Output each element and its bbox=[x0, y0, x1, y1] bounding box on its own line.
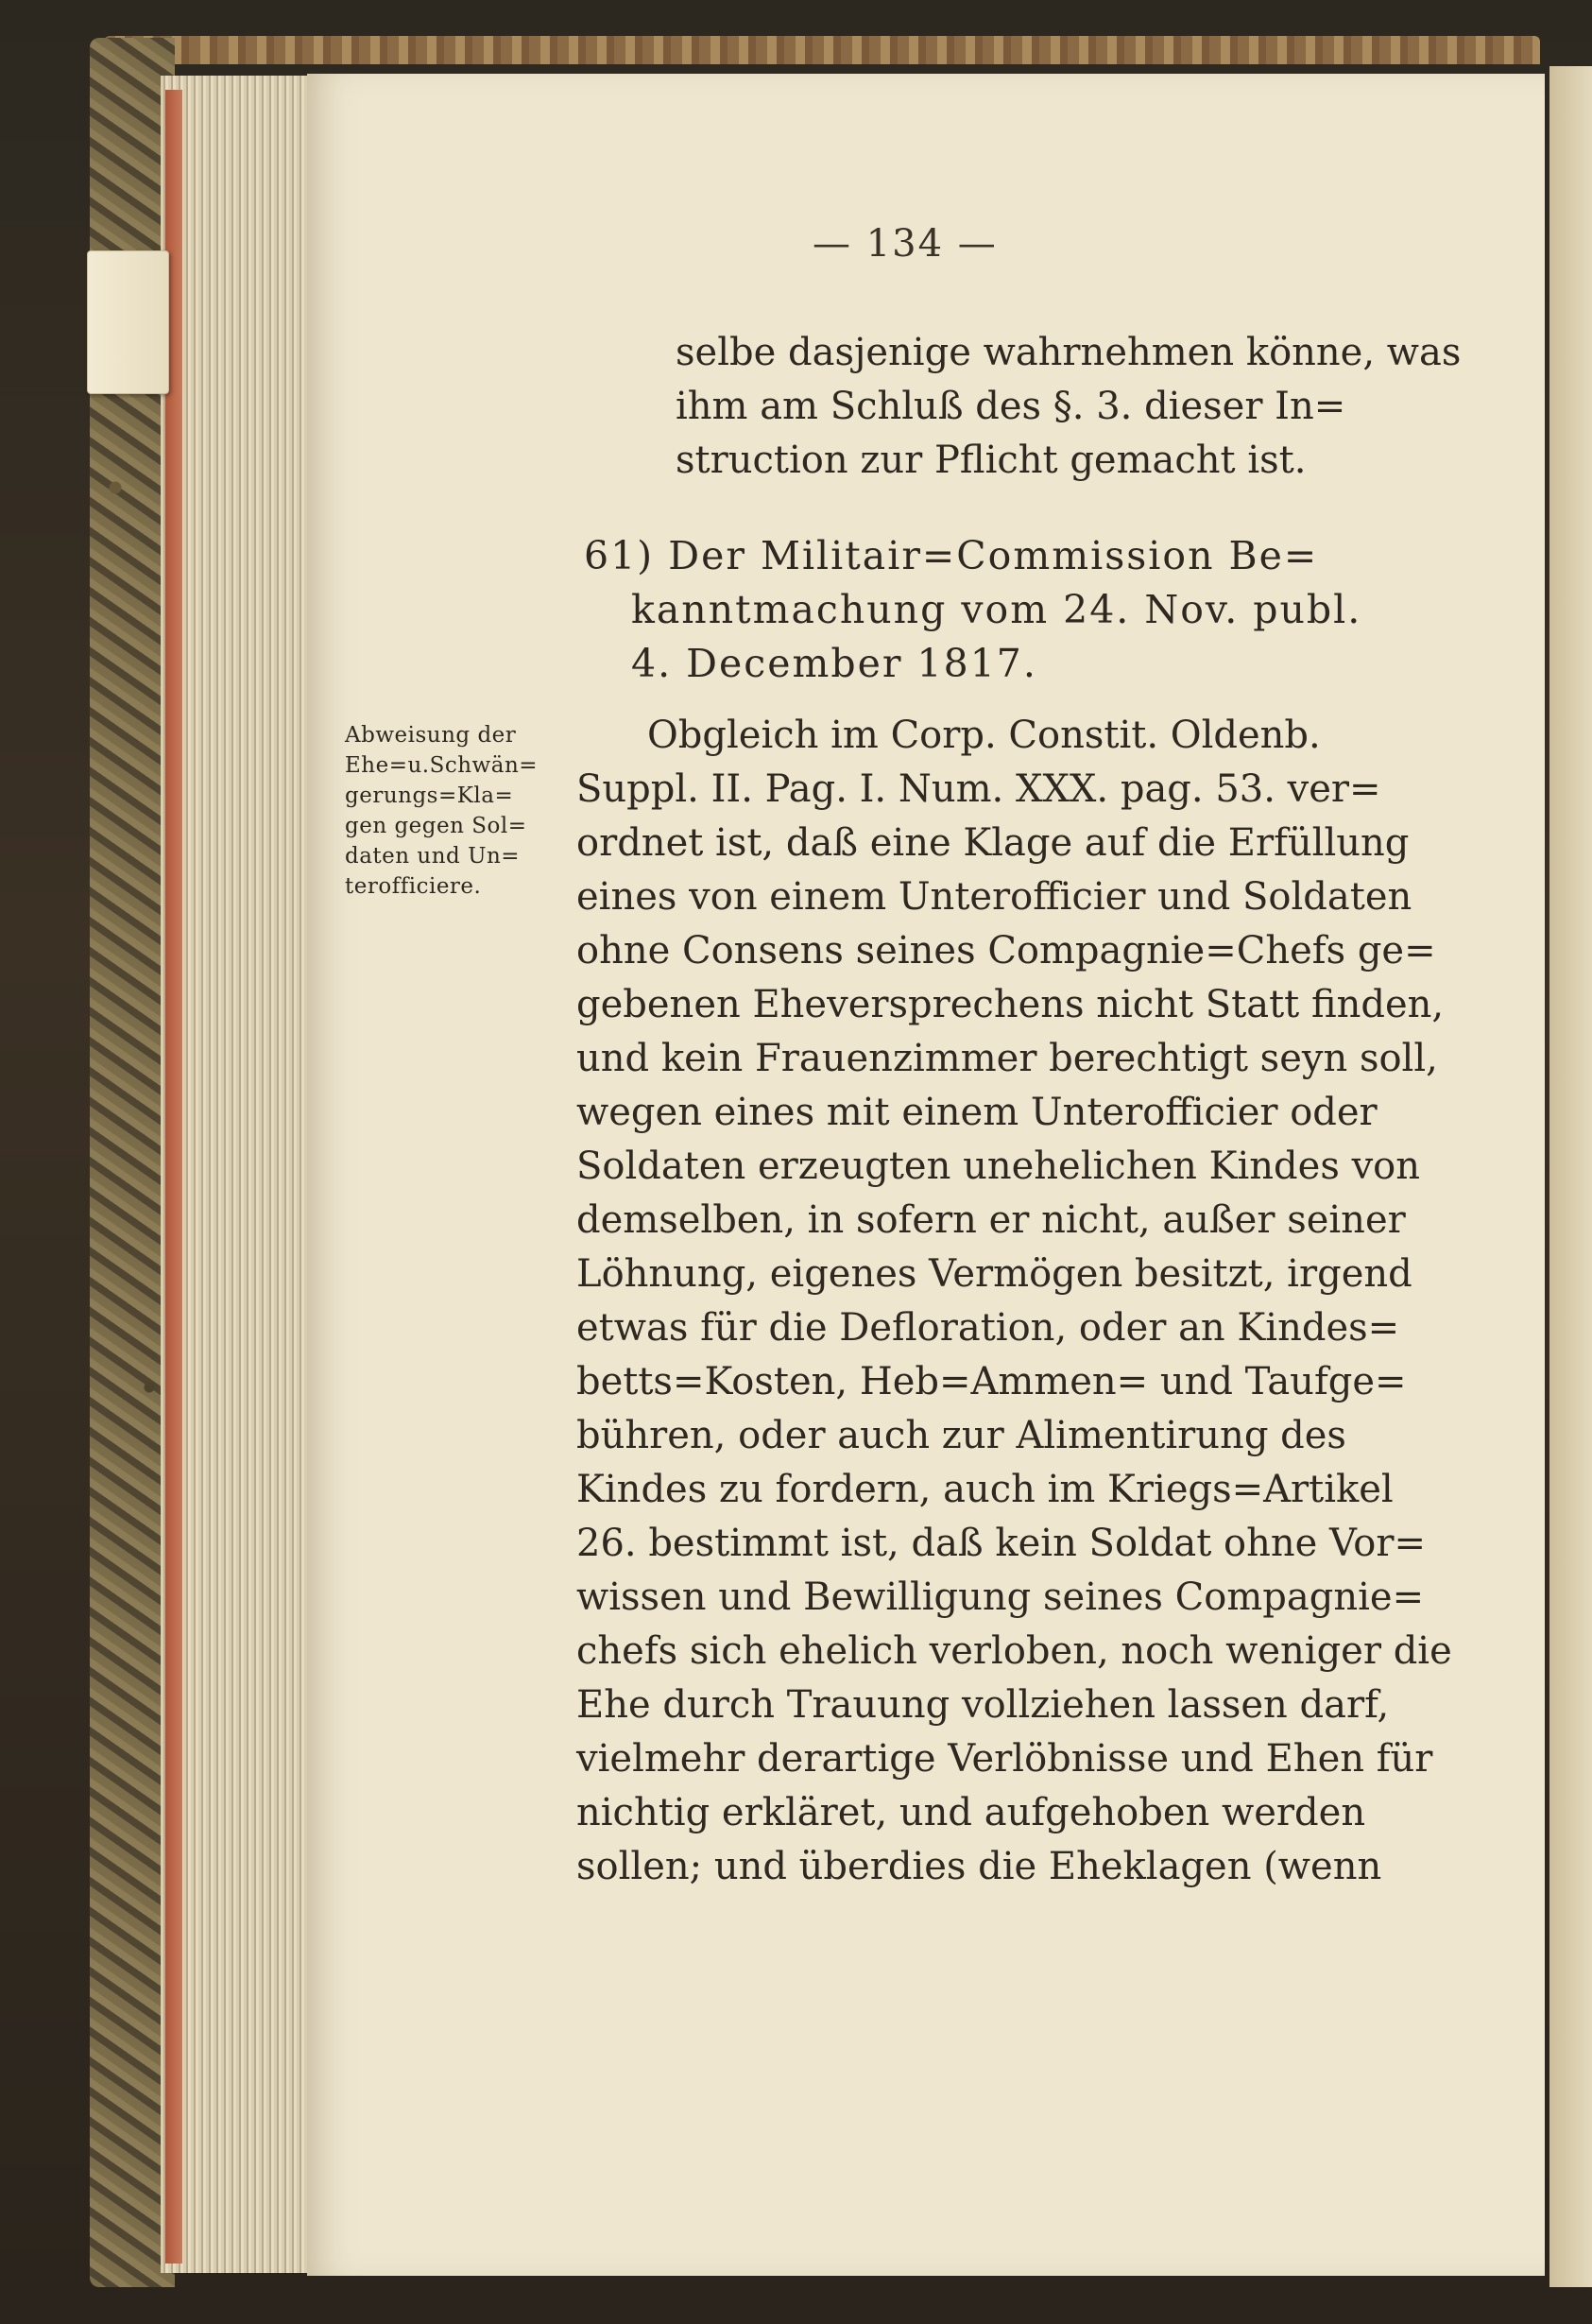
facing-page-edge bbox=[1549, 66, 1592, 2287]
book-cover-top bbox=[104, 36, 1540, 64]
marginal-note bbox=[345, 720, 581, 902]
text-line: Soldaten erzeugten unehelichen Kindes von bbox=[576, 1145, 1421, 1188]
red-page-edge bbox=[165, 90, 182, 2264]
text-line: struction zur Pflicht gemacht ist. bbox=[676, 439, 1307, 482]
margin-line: terofficiere. bbox=[345, 874, 482, 899]
text-line: ihm am Schluß des §. 3. dieser In= bbox=[676, 385, 1346, 428]
text-line: Kindes zu fordern, auch im Kriegs=Artikel bbox=[576, 1468, 1394, 1511]
margin-line: gen gegen Sol= bbox=[345, 814, 527, 838]
text-line: gebenen Eheversprechens nicht Statt finden, bbox=[576, 983, 1445, 1026]
text-line: betts=Kosten, Heb=Ammen= und Taufge= bbox=[576, 1360, 1407, 1403]
section-heading bbox=[584, 529, 1434, 691]
carryover-paragraph bbox=[676, 326, 1462, 488]
text-line: 26. bestimmt ist, daß kein Soldat ohne Vor= bbox=[576, 1522, 1426, 1565]
text-line: selbe dasjenige wahrnehmen könne, was bbox=[676, 331, 1462, 374]
text-line: wegen eines mit einem Unterofficier oder bbox=[576, 1091, 1378, 1134]
margin-line: Ehe=u.Schwän= bbox=[345, 753, 539, 778]
text-line: wissen und Bewilligung seines Compagnie= bbox=[576, 1575, 1425, 1619]
text-line: demselben, in sofern er nicht, außer seiner bbox=[576, 1198, 1406, 1242]
page-edges bbox=[161, 76, 312, 2273]
text-line: eines von einem Unterofficier und Soldaten bbox=[576, 875, 1412, 919]
text-line: nichtig erkläret, und aufgehoben werden bbox=[576, 1791, 1366, 1834]
margin-line: Abweisung der bbox=[345, 723, 517, 748]
text-line: ordnet ist, daß eine Klage auf die Erfüllung bbox=[576, 821, 1410, 865]
text-line: etwas für die Defloration, oder an Kindes= bbox=[576, 1306, 1400, 1350]
heading-line: 61) Der Militair=Commission Be= bbox=[584, 533, 1319, 578]
heading-line: 4. December 1817. bbox=[631, 641, 1037, 686]
text-line: Löhnung, eigenes Vermögen besitzt, irgend bbox=[576, 1252, 1412, 1296]
margin-line: gerungs=Kla= bbox=[345, 783, 514, 808]
text-line: vielmehr derartige Verlöbnisse und Ehen für bbox=[576, 1737, 1433, 1781]
text-line: chefs sich ehelich verloben, noch weniger die bbox=[576, 1629, 1452, 1673]
margin-line: daten und Un= bbox=[345, 844, 521, 869]
text-line: Obgleich im Corp. Constit. Oldenb. bbox=[647, 714, 1321, 757]
text-line: bühren, oder auch zur Alimentirung des bbox=[576, 1414, 1346, 1457]
text-line: Suppl. II. Pag. I. Num. XXX. pag. 53. ver= bbox=[576, 767, 1381, 811]
page-number: — 134 — bbox=[813, 222, 998, 266]
bookmark-slip bbox=[87, 250, 169, 394]
text-line: sollen; und überdies die Eheklagen (wenn bbox=[576, 1845, 1382, 1888]
heading-line: kanntmachung vom 24. Nov. publ. bbox=[631, 587, 1362, 632]
text-line: und kein Frauenzimmer berechtigt seyn soll, bbox=[576, 1037, 1438, 1080]
text-line: ohne Consens seines Compagnie=Chefs ge= bbox=[576, 929, 1436, 973]
text-line: Ehe durch Trauung vollziehen lassen darf, bbox=[576, 1683, 1390, 1727]
body-paragraph bbox=[576, 709, 1452, 1894]
